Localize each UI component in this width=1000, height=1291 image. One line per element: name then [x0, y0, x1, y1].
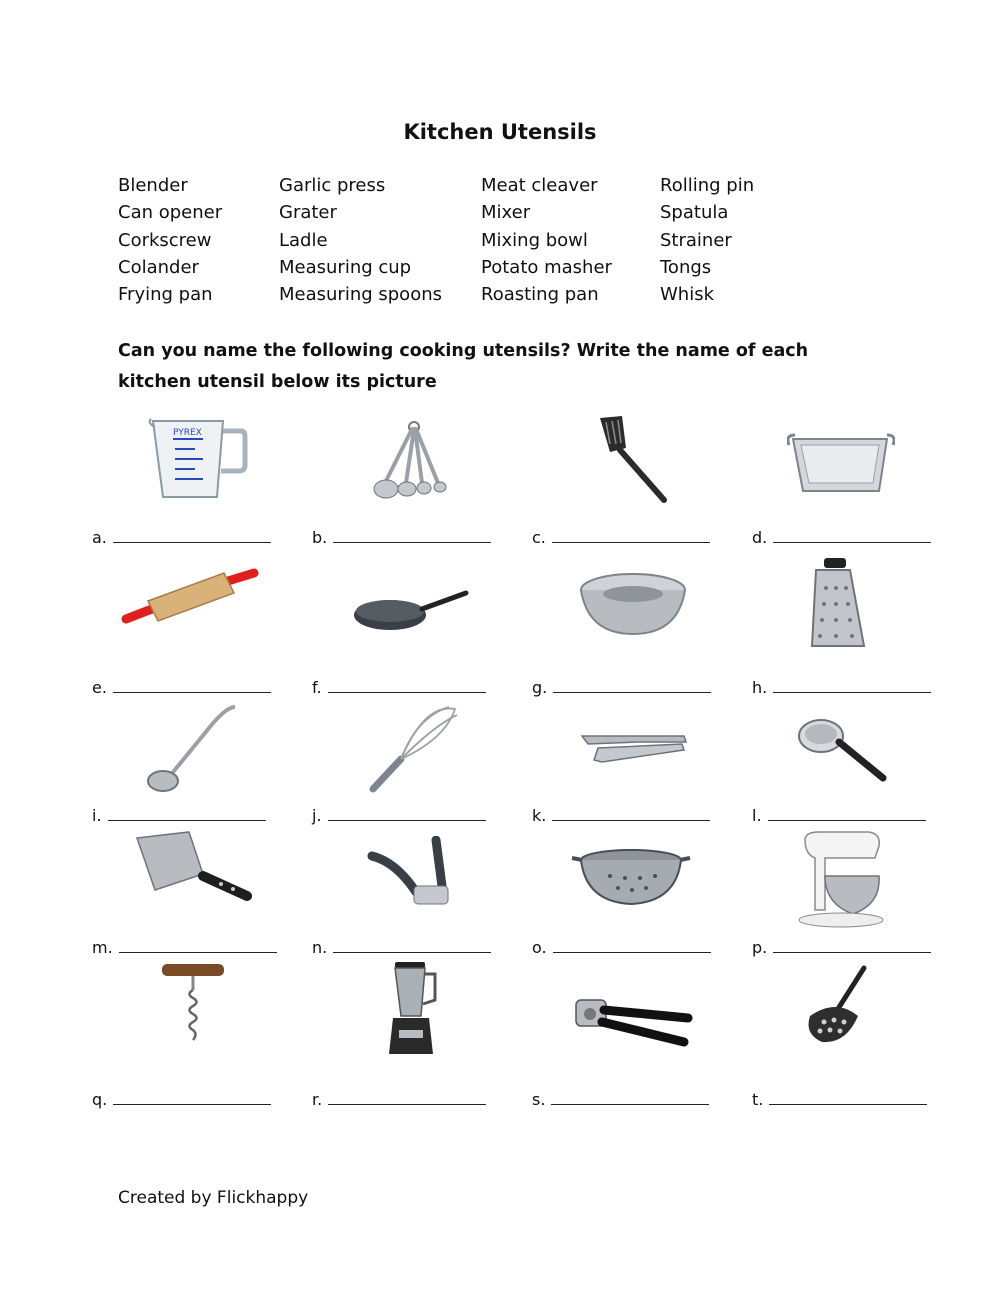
answer-f	[312, 678, 486, 697]
word-list-item: Potato masher	[481, 256, 612, 278]
strainer-icon	[795, 714, 890, 786]
corkscrew-icon	[158, 960, 228, 1045]
answer-a	[92, 528, 271, 547]
answer-c	[532, 528, 710, 547]
word-list-item: Spatula	[660, 202, 729, 224]
answer-letter: m.	[92, 938, 113, 957]
answer-letter: n.	[312, 938, 328, 957]
answer-blank[interactable]	[773, 678, 931, 693]
answer-blank[interactable]	[551, 1090, 709, 1105]
answer-letter: a.	[92, 528, 107, 547]
colander-icon	[570, 846, 692, 912]
word-list-item: Garlic press	[279, 175, 386, 196]
word-list-item: Meat cleaver	[481, 175, 598, 196]
blender-icon	[385, 960, 443, 1058]
answer-s	[532, 1090, 709, 1109]
answer-h	[752, 678, 931, 697]
answer-blank[interactable]	[328, 678, 486, 693]
answer-blank[interactable]	[773, 938, 931, 953]
answer-b	[312, 528, 491, 547]
word-list-item: Tongs	[660, 256, 712, 278]
word-list-item: Strainer	[660, 229, 732, 251]
answer-blank[interactable]	[333, 938, 491, 953]
garlic-press-icon	[366, 836, 456, 911]
rolling-pin-icon	[120, 565, 265, 630]
answer-blank[interactable]	[108, 806, 266, 821]
answer-letter: j.	[312, 806, 322, 825]
answer-letter: f.	[312, 678, 322, 697]
answer-letter: h.	[752, 678, 768, 697]
word-list-item: Ladle	[279, 229, 328, 251]
answer-blank[interactable]	[119, 938, 277, 953]
answer-blank[interactable]	[328, 1090, 486, 1105]
roasting-pan-icon	[787, 425, 895, 503]
answer-blank[interactable]	[552, 806, 710, 821]
potato-masher-icon	[800, 964, 875, 1049]
word-list-column	[481, 172, 612, 308]
answer-e	[92, 678, 271, 697]
answer-i	[92, 806, 266, 825]
answer-j	[312, 806, 486, 825]
answer-n	[312, 938, 491, 957]
answer-letter: b.	[312, 528, 328, 547]
word-list-item: Grater	[279, 202, 337, 224]
word-list-item: Frying pan	[118, 284, 213, 306]
word-list-item: Roasting pan	[481, 284, 599, 306]
answer-blank[interactable]	[553, 678, 711, 693]
spatula-icon	[588, 414, 673, 506]
answer-blank[interactable]	[768, 806, 926, 821]
answer-letter: l.	[752, 806, 762, 825]
answer-letter: q.	[92, 1090, 108, 1109]
word-list-item: Blender	[118, 175, 188, 196]
ladle-icon	[145, 703, 240, 795]
word-list-column	[660, 172, 754, 308]
word-list-item: Rolling pin	[660, 175, 755, 196]
answer-blank[interactable]	[773, 528, 931, 543]
measuring-spoons-icon	[362, 415, 457, 505]
answer-o	[532, 938, 711, 957]
tongs-icon	[578, 722, 690, 767]
answer-letter: o.	[532, 938, 547, 957]
answer-letter: e.	[92, 678, 107, 697]
answer-letter: r.	[312, 1090, 323, 1109]
grater-icon	[810, 556, 870, 651]
word-list-item: Measuring cup	[279, 256, 412, 278]
word-list-item: Whisk	[660, 284, 715, 306]
svg-text:PYREX: PYREX	[173, 428, 202, 438]
answer-letter: c.	[532, 528, 546, 547]
answer-letter: s.	[532, 1090, 546, 1109]
answer-blank[interactable]	[328, 806, 486, 821]
answer-t	[752, 1090, 927, 1109]
answer-k	[532, 806, 710, 825]
answer-blank[interactable]	[552, 528, 710, 543]
instructions: Can you name the following cooking utensils? Write the name of each kitchen utensil below its picture	[118, 341, 809, 392]
meat-cleaver-icon	[133, 830, 253, 905]
answer-blank[interactable]	[333, 528, 491, 543]
answer-letter: k.	[532, 806, 547, 825]
word-list-item: Measuring spoons	[279, 284, 442, 306]
mixer-icon	[795, 830, 885, 930]
word-list-item: Colander	[118, 256, 199, 278]
footer-credit: Created by Flickhappy	[118, 1188, 309, 1208]
answer-blank[interactable]	[113, 528, 271, 543]
word-list-item: Can opener	[118, 202, 223, 224]
answer-p	[752, 938, 931, 957]
page-title: Kitchen Utensils	[403, 120, 597, 144]
word-list-item: Mixing bowl	[481, 229, 588, 251]
whisk-icon	[365, 703, 460, 795]
measuring-cup-icon	[145, 413, 250, 503]
can-opener-icon	[572, 992, 694, 1048]
answer-letter: t.	[752, 1090, 764, 1109]
answer-blank[interactable]	[113, 678, 271, 693]
answer-l	[752, 806, 926, 825]
answer-letter: p.	[752, 938, 768, 957]
answer-g	[532, 678, 711, 697]
word-list-column	[118, 172, 222, 308]
answer-letter: i.	[92, 806, 102, 825]
answer-m	[92, 938, 277, 957]
word-list-column	[279, 172, 442, 308]
answer-blank[interactable]	[769, 1090, 927, 1105]
word-list	[0, 172, 1000, 312]
answer-blank[interactable]	[553, 938, 711, 953]
answer-d	[752, 528, 931, 547]
answer-letter: g.	[532, 678, 548, 697]
answer-blank[interactable]	[113, 1090, 271, 1105]
word-list-item: Mixer	[481, 202, 531, 224]
answer-letter: d.	[752, 528, 768, 547]
answer-r	[312, 1090, 486, 1109]
answer-q	[92, 1090, 271, 1109]
frying-pan-icon	[350, 587, 475, 635]
mixing-bowl-icon	[578, 568, 688, 638]
word-list-item: Corkscrew	[118, 229, 212, 251]
